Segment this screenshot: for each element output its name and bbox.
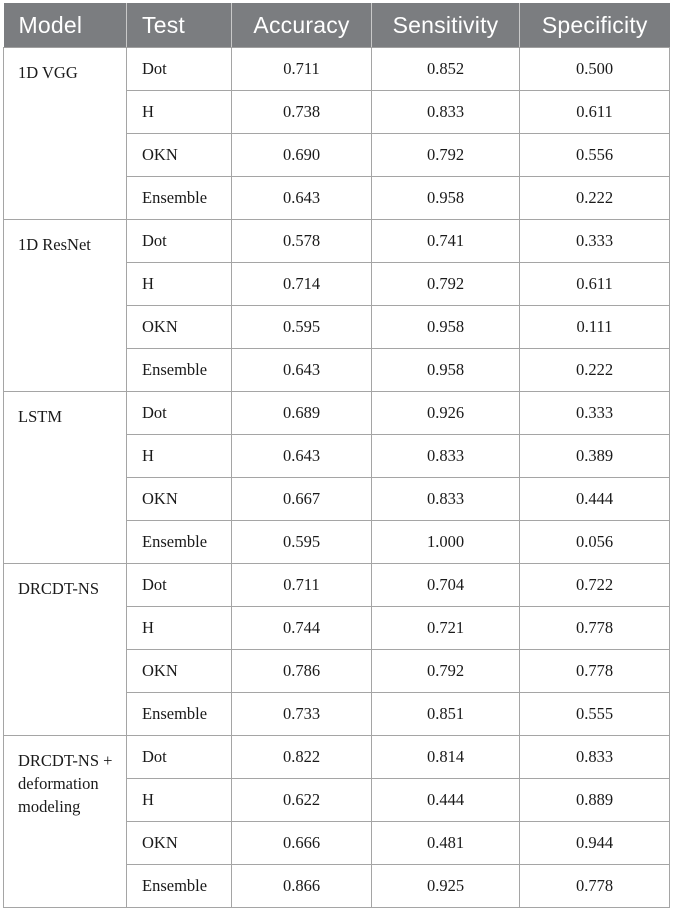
results-table (3, 3, 670, 908)
table-row (4, 564, 670, 607)
test-cell: Dot (127, 564, 232, 607)
test-cell: H (127, 263, 232, 306)
sensitivity-cell: 0.851 (372, 693, 520, 736)
sensitivity-cell: 0.792 (372, 263, 520, 306)
sensitivity-cell: 0.852 (372, 48, 520, 91)
specificity-cell: 0.556 (520, 134, 670, 177)
accuracy-cell: 0.689 (232, 392, 372, 435)
specificity-cell: 0.611 (520, 263, 670, 306)
test-cell: OKN (127, 650, 232, 693)
specificity-cell: 0.389 (520, 435, 670, 478)
specificity-cell: 0.111 (520, 306, 670, 349)
accuracy-cell: 0.786 (232, 650, 372, 693)
table-row (4, 48, 670, 91)
test-cell: H (127, 91, 232, 134)
sensitivity-cell: 0.792 (372, 650, 520, 693)
sensitivity-cell: 0.958 (372, 306, 520, 349)
header-specificity: Specificity (520, 3, 670, 48)
test-cell: OKN (127, 306, 232, 349)
sensitivity-cell: 0.925 (372, 865, 520, 908)
specificity-cell: 0.611 (520, 91, 670, 134)
accuracy-cell: 0.643 (232, 349, 372, 392)
test-cell: OKN (127, 822, 232, 865)
specificity-cell: 0.222 (520, 177, 670, 220)
accuracy-cell: 0.744 (232, 607, 372, 650)
accuracy-cell: 0.578 (232, 220, 372, 263)
test-cell: OKN (127, 134, 232, 177)
specificity-cell: 0.722 (520, 564, 670, 607)
specificity-cell: 0.500 (520, 48, 670, 91)
model-name-cell: 1D ResNet (4, 220, 127, 392)
test-cell: Ensemble (127, 349, 232, 392)
specificity-cell: 0.778 (520, 865, 670, 908)
sensitivity-cell: 0.704 (372, 564, 520, 607)
accuracy-cell: 0.643 (232, 435, 372, 478)
results-table-container (3, 3, 669, 908)
test-cell: Ensemble (127, 177, 232, 220)
test-cell: Ensemble (127, 521, 232, 564)
header-model: Model (4, 3, 127, 48)
specificity-cell: 0.555 (520, 693, 670, 736)
table-row (4, 220, 670, 263)
sensitivity-cell: 0.741 (372, 220, 520, 263)
accuracy-cell: 0.714 (232, 263, 372, 306)
test-cell: Ensemble (127, 693, 232, 736)
sensitivity-cell: 1.000 (372, 521, 520, 564)
specificity-cell: 0.833 (520, 736, 670, 779)
test-cell: Dot (127, 48, 232, 91)
specificity-cell: 0.778 (520, 650, 670, 693)
accuracy-cell: 0.667 (232, 478, 372, 521)
table-row (4, 736, 670, 779)
header-sensitivity: Sensitivity (372, 3, 520, 48)
accuracy-cell: 0.622 (232, 779, 372, 822)
accuracy-cell: 0.822 (232, 736, 372, 779)
specificity-cell: 0.444 (520, 478, 670, 521)
accuracy-cell: 0.666 (232, 822, 372, 865)
sensitivity-cell: 0.833 (372, 435, 520, 478)
model-name-cell: DRCDT-NS + deformation modeling (4, 736, 127, 908)
test-cell: H (127, 435, 232, 478)
test-cell: OKN (127, 478, 232, 521)
sensitivity-cell: 0.833 (372, 91, 520, 134)
accuracy-cell: 0.711 (232, 48, 372, 91)
accuracy-cell: 0.690 (232, 134, 372, 177)
test-cell: Ensemble (127, 865, 232, 908)
sensitivity-cell: 0.958 (372, 349, 520, 392)
table-body (4, 48, 670, 908)
table-row (4, 392, 670, 435)
sensitivity-cell: 0.792 (372, 134, 520, 177)
header-test: Test (127, 3, 232, 48)
header-accuracy: Accuracy (232, 3, 372, 48)
header-row (4, 3, 670, 48)
sensitivity-cell: 0.814 (372, 736, 520, 779)
sensitivity-cell: 0.444 (372, 779, 520, 822)
accuracy-cell: 0.595 (232, 521, 372, 564)
accuracy-cell: 0.733 (232, 693, 372, 736)
specificity-cell: 0.056 (520, 521, 670, 564)
accuracy-cell: 0.595 (232, 306, 372, 349)
test-cell: H (127, 607, 232, 650)
accuracy-cell: 0.738 (232, 91, 372, 134)
specificity-cell: 0.333 (520, 392, 670, 435)
model-name-cell: DRCDT-NS (4, 564, 127, 736)
test-cell: Dot (127, 736, 232, 779)
model-name-cell: LSTM (4, 392, 127, 564)
model-name-cell: 1D VGG (4, 48, 127, 220)
specificity-cell: 0.778 (520, 607, 670, 650)
test-cell: Dot (127, 392, 232, 435)
accuracy-cell: 0.711 (232, 564, 372, 607)
table-header (4, 3, 670, 48)
specificity-cell: 0.222 (520, 349, 670, 392)
sensitivity-cell: 0.958 (372, 177, 520, 220)
sensitivity-cell: 0.481 (372, 822, 520, 865)
sensitivity-cell: 0.721 (372, 607, 520, 650)
specificity-cell: 0.889 (520, 779, 670, 822)
accuracy-cell: 0.643 (232, 177, 372, 220)
test-cell: Dot (127, 220, 232, 263)
sensitivity-cell: 0.833 (372, 478, 520, 521)
accuracy-cell: 0.866 (232, 865, 372, 908)
sensitivity-cell: 0.926 (372, 392, 520, 435)
specificity-cell: 0.944 (520, 822, 670, 865)
specificity-cell: 0.333 (520, 220, 670, 263)
test-cell: H (127, 779, 232, 822)
